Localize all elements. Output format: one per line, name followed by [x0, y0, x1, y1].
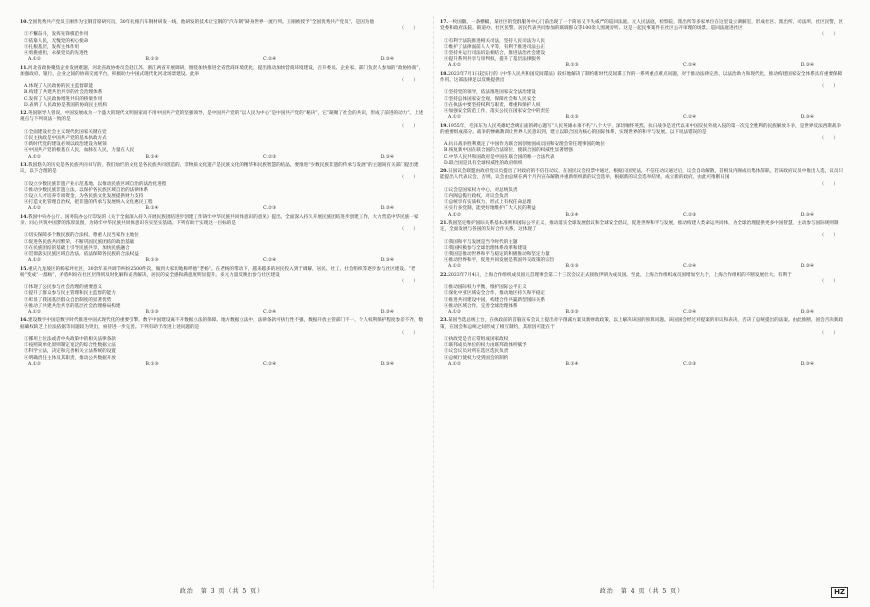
answer-bracket[interactable]: （ ）: [399, 330, 418, 336]
question-stem: [20, 66, 424, 78]
option-statement: ③彰显了我国基层群众自治制度的显著优势: [24, 297, 112, 303]
question-text: 日国议会联盟由政府党议员提出了对政府的不信任动议，在国民议会投票中通过，根据日国宪法，不信任动议通过后，议会自动解散，首相及内阁成员集体辞职。若该政府议员中推出人选，议员只能提出人代表议会，否则，议会由总统在两个月内宣布解散并重新组织新的议会选举，根据新的议会选举结果，成立新的政府。由此可推断日国: [440, 169, 844, 181]
question-22: [440, 273, 844, 316]
question-text: 我国坚定维护国际关系基本准则和国际公平正义，推动落实全球发展倡议和全球安全倡议，促进世界和平与发展，推动构建人类命运共同体，为全球治理提供更多中国智慧，主动参与国际规则制定，全面发展与各国的友好合作关系。这体现了: [440, 221, 839, 233]
answer-choices: [20, 155, 424, 161]
question-stem: [20, 215, 424, 227]
answer-choice[interactable]: A.①②: [28, 57, 42, 63]
answer-choice[interactable]: A.①②: [28, 154, 42, 160]
question-14: [20, 215, 424, 265]
answer-choices: [20, 206, 424, 212]
answer-choice[interactable]: D.③④: [800, 212, 814, 218]
option-statement: ④明确责任主体及其职责，推动公共数据开放: [24, 355, 116, 361]
question-text: 2023年7月1日起实行的《中华人民共和国反间谍法》较好地解决了制约新时代反间谍工作的一系列重点难点问题，对于推动法律完善、以法治助力和现代化，推动构建国家安全体系具有重要保障作用。这部法律足以反映提供出: [440, 71, 843, 84]
option-statement: ③设立人才培养专项资金，为各民族文化发展提供财力支持: [24, 194, 144, 200]
answer-choices: [440, 362, 844, 368]
option-statement: ②坚持总体国家安全观，保障社会和人民安全: [444, 96, 536, 102]
option-statement: ②深化中亚区域安全合作，推动地区持久和平稳定: [444, 291, 546, 297]
answer-choice[interactable]: C.②④: [683, 264, 697, 270]
option-statement: ④打造文化管理自治权，把非遗的传承与发展纳入文化惠民工程: [24, 200, 153, 206]
answer-bracket[interactable]: （ ）: [819, 233, 838, 239]
question-10: [20, 20, 424, 63]
question-number: 18.: [440, 71, 448, 77]
option-statement: ③坚持并运行司法诉讼相结合，推进法治社会建设: [444, 51, 546, 57]
answer-choice[interactable]: B.①④: [145, 206, 159, 212]
answer-choice[interactable]: A.①②: [448, 361, 462, 367]
question-number: 11.: [20, 65, 28, 71]
option-statement: ②依靠人民，无愧党的初心使命: [24, 38, 89, 44]
answer-choice[interactable]: A.①②: [28, 206, 42, 212]
question-text: 2023年7月4日，上海合作组织成员国元首理事会第二十三次会议正式接收伊朗为成员国。至此，上海合作组织成员国增加至九个，上海合作组织的不断发展壮大，有利于: [448, 272, 792, 278]
answer-choice[interactable]: B.①③: [145, 310, 159, 316]
answer-choice[interactable]: C.②④: [683, 310, 697, 316]
answer-choices: [20, 57, 424, 63]
answer-choice[interactable]: C.②④: [683, 115, 697, 121]
answer-choice[interactable]: C.②③: [683, 212, 697, 218]
answer-choices: [440, 115, 844, 121]
question-15: [20, 267, 424, 317]
option-statement: ①挪用上位法或者中央政策中的相关法律条款: [24, 337, 116, 343]
question-12: [20, 111, 424, 161]
option-statement: ④推动区域合作，完善全球治理体系: [444, 303, 518, 309]
option-statement: ②促进各民族共同繁荣，不断巩固民族团结的政治基础: [24, 239, 135, 245]
answer-choice[interactable]: D.③④: [380, 154, 394, 160]
question-number: 19.: [440, 123, 448, 129]
answer-choice[interactable]: C.②④: [263, 310, 277, 316]
answer-choice[interactable]: A.①②: [448, 115, 462, 121]
question-text: 建设数字中国是数字时代推进中国式现代化的重要引擎，数字中国建设离不开数据立法的保障。地方数据立法中，法律条款可执行性不强，数据开放主管部门不一、个人权利保护程度参差不齐，数据确权缺乏上位法依据等问题较为突出，亟待进一步完善。下列有助于改进上述问题的是: [20, 318, 424, 330]
question-text: 河北省政协聚焦企业发展难题，河北省政协委员会赴江苏、浙江两省开展调研，围绕加快推进全省营商环境优化，提出推动加快营商环境建设，召开委员、企业家、部门负责人参加的“政协协商”，加强政府、银行、企业之间的协商交流平台，积极助力中国式现代化河北场景建设。此举: [20, 65, 424, 77]
question-18: [440, 72, 844, 122]
answer-choices: [20, 310, 424, 316]
option-statement: ④推动了共建共治共享的基层社会治理格局构建: [24, 303, 121, 309]
question-text: 全国优秀共产党员王刚作为宝钢首席研究员，30年扎根汽车钢材研发一线，他研发的技术让宝钢的“汽车钢”跻身世界一流行列。王刚被授予“全国优秀共产党员”，是因为他: [28, 20, 374, 25]
answer-bracket[interactable]: （ ）: [819, 84, 838, 90]
option-statement: ①设立少数民族非遗产业示范基地，以推动民族区域自治的法治化进程: [24, 181, 167, 187]
answer-choice[interactable]: B.①③: [565, 63, 579, 69]
question-13: [20, 163, 424, 213]
answer-choice[interactable]: A.①②: [448, 310, 462, 316]
answer-choice[interactable]: B.①④: [565, 212, 579, 218]
question-text: 英国驱导人曾说，中国发展成为一个盛大的现代文明国家而不用中国共产党的坚强领导，是中国共产党的“以人民为中心”是中国共产党的“秘诀”，它“凝聚了社会的共识，形成了前进的动力”。上述观点与下列说法一致的是: [20, 111, 424, 123]
answer-choice[interactable]: A.①②: [28, 258, 42, 264]
answer-choice[interactable]: A.①②: [448, 63, 462, 69]
option-statement: ②推动少数民族非遗立法，以保护各民族区域自治的法律体系: [24, 187, 149, 193]
question-text: 1955年，毛泽东为人民英雄纪念碑正面的碑心题写“人民英雄永垂不朽”八个大字，深切缅怀英烈。抗日战争是近代以来中国反抗外敌入侵的第一次完全胜利的民族解放斗争，是世界反法西斯战争的重要组成部分。战争的惨痛教训让世界人民意识到，建立以联合国为核心的国际体系，实现世界的和平与发展。以下说法错误的是: [440, 123, 842, 135]
option-statement: ①有利于法院推进相关司法，坚持人民司法为人民: [444, 38, 546, 44]
answer-choices: [20, 258, 424, 264]
answer-choice[interactable]: B.①④: [565, 361, 579, 367]
option-statement: ①议会是国家权力中心，对总统负责: [444, 187, 518, 193]
option-statement: ①体现了公民参与社会治理的重要意义: [24, 285, 103, 291]
answer-choice[interactable]: B.①④: [145, 154, 159, 160]
question-number: 20.: [440, 169, 448, 175]
answer-choice[interactable]: D.③④: [800, 264, 814, 270]
answer-choice[interactable]: D.③④: [800, 310, 814, 316]
question-stem: [440, 124, 844, 136]
answer-bracket[interactable]: （ ）: [819, 330, 838, 336]
answer-choice[interactable]: A.①②: [448, 264, 462, 270]
answer-choice[interactable]: A.①②: [448, 212, 462, 218]
answer-choice[interactable]: D.③④: [380, 258, 394, 264]
question-number: 14.: [20, 214, 28, 220]
option-statement: ③议会议员对所在选区选民负责: [444, 349, 509, 355]
option-statement: ②内阁总揽行政权，对议会负责: [444, 194, 509, 200]
page-divider: [433, 16, 434, 588]
option-statement: ④提升系列共享与审判权，提升了基层法律服务: [444, 57, 541, 63]
question-number: 22.: [440, 272, 448, 278]
option-statement: ①坚持党的领导，依法推进国家安全法治建设: [444, 90, 536, 96]
answer-bracket[interactable]: （ ）: [819, 32, 838, 38]
option-statement: ④加强安全防范工作，落实公民在国家安全中的责任: [444, 109, 550, 115]
question-stem: [440, 169, 844, 181]
answer-bracket[interactable]: （ ）: [819, 181, 838, 187]
answer-bracket[interactable]: （ ）: [399, 279, 418, 285]
answer-choices: [440, 264, 844, 270]
option-statement: ④中国共产党的根基在人民，血脉在人民，力量在人民: [24, 148, 135, 154]
question-23: [440, 318, 844, 368]
option-statement: ②维护了法律面前人人平等，有利于推进司法公正: [444, 44, 546, 50]
page-footer-3: 政治 第 3 页（共 5 页）: [179, 588, 265, 595]
option-statement: D.联合国是具有全球权威性的政府组织: [444, 160, 523, 166]
answer-choice[interactable]: C.②③: [263, 206, 277, 212]
question-stem: [20, 20, 424, 26]
question-21: [440, 221, 844, 271]
answer-choice[interactable]: B.①③: [145, 361, 159, 367]
question-text: 我国悠久的历史是各民族共同书写的，我们灿烂的文化是各民族共同创造的。非物质文化遗产是民族文化的精华和民族智慧的结晶。要推进“少数民族非遗的传承与发展”的主题间有关部门提出建议，以下合理的是: [20, 163, 419, 175]
option-statement: ③总统享有实质权力，形式上有权任命总理: [444, 200, 532, 206]
question-number: 17.: [440, 20, 448, 25]
answer-choice[interactable]: B.①③: [565, 310, 579, 316]
answer-choices: [440, 63, 844, 69]
answer-choice[interactable]: D.③④: [800, 361, 814, 367]
option-statement: ④总统行使权力受到国会的制约: [444, 355, 509, 361]
question-stem: [440, 273, 844, 279]
question-stem: [20, 111, 424, 123]
option-statement: ④实行多党制，能更好地维护广大人民的利益: [444, 206, 536, 212]
answer-choice[interactable]: C.②④: [263, 57, 277, 63]
answer-choice[interactable]: B.①③: [145, 57, 159, 63]
question-number: 13.: [20, 163, 28, 169]
question-number: 21.: [440, 221, 448, 227]
option-statement: B.构建了共建共治共享的社会治理体系: [24, 90, 103, 96]
question-20: [440, 169, 844, 219]
answer-choice[interactable]: A.①②: [28, 361, 42, 367]
answer-choices: [440, 213, 844, 219]
option-statement: D.表明了人民政协是我国的协商民主机构: [24, 102, 108, 108]
option-statement: ③在执法中要坚持权利与职责，尊重和保护人权: [444, 102, 541, 108]
question-11: [20, 66, 424, 109]
question-text: 某国当选总统上台，在执政前的首脑宣布会议上提出赤字削减方案及新财政政策，以上解决该国的预算问题。该国国会经过对提案的审议和表决，否决了总统提出的法案。由此推断，国会否决新政策，在国会和总统之间形成了相互制约，其原因可能在于: [440, 318, 844, 330]
option-statement: ④贯彻落实民族区域自治法，依法保障各民族的合法权益: [24, 252, 139, 258]
question-stem: [440, 72, 844, 84]
option-statement: ②民主执政是中国共产党的基本执政方式: [24, 136, 107, 142]
answer-choices: [20, 362, 424, 368]
option-statement: ③我国是推动世界和平与稳定的积极推动和坚定力量: [444, 252, 550, 258]
answer-choice[interactable]: D.③④: [380, 310, 394, 316]
option-statement: ④勇挑重担，永葆党员的先进性: [24, 51, 89, 57]
option-statement: ②按照简单化原则制定宽泛的综合性数据立法: [24, 343, 116, 349]
answer-choice[interactable]: D.③④: [380, 361, 394, 367]
answer-bracket[interactable]: （ ）: [399, 175, 418, 181]
option-statement: ②提升了群众参与民主管理和民主监督的能力: [24, 291, 116, 297]
answer-choice[interactable]: C.②④: [263, 361, 277, 367]
option-statement: A.体现了人民政协的民主监督职能: [24, 84, 94, 90]
option-statement: ①执政党是否正常组成国家政权: [444, 337, 509, 343]
option-statement: ③扎根基层，发挥主体作用: [24, 44, 80, 50]
question-16: [20, 318, 424, 368]
answer-bracket[interactable]: （ ）: [819, 136, 838, 142]
answer-choice[interactable]: C.②③: [263, 154, 277, 160]
question-number: 10.: [20, 20, 28, 25]
page-footer-4: 政治 第 4 页（共 5 页）: [599, 588, 685, 595]
answer-bracket[interactable]: （ ）: [399, 227, 418, 233]
question-stem: [20, 267, 424, 279]
option-statement: ②我国积极参与全球治理体系改革和建设: [444, 245, 527, 251]
answer-choice[interactable]: D.③④: [800, 115, 814, 121]
option-statement: ③新时代党的建设必须以政治建设为统领: [24, 142, 107, 148]
option-statement: ①推动国际权力平衡，维护国际公平正义: [444, 285, 527, 291]
answer-choice[interactable]: B.①③: [145, 258, 159, 264]
question-number: 16.: [20, 318, 28, 324]
option-statement: A.抗日战争胜利奠定了中国作为联合国创始国成员国和安理会常任理事国的地位: [444, 142, 605, 148]
option-statement: ②联邦成员单位的权力由联邦政体所赋予: [444, 343, 527, 349]
option-statement: ①我国和平与发展是当今时代的主题: [444, 239, 518, 245]
option-statement: C.中华人民共和国政府是中国在联合国的唯一合法代表: [444, 154, 555, 160]
option-statement: ①切实保障多个数民族的合法权，尊重人民当家作主地位: [24, 233, 139, 239]
paper-code-badge: HZ: [831, 587, 848, 598]
option-statement: ①全面建设社会主义现代化国家关键在党: [24, 129, 107, 135]
option-statement: C.发挥了人民政协增进共识的桥梁作用: [24, 96, 103, 102]
answer-bracket[interactable]: （ ）: [819, 279, 838, 285]
option-statement: ③推进共同建设中国，构建合作共赢新型国际关系: [444, 297, 546, 303]
option-statement: B.恢复新中国在联合国的合法席位，使联合国的权威性显著增强: [444, 148, 573, 154]
question-stem: [440, 20, 844, 32]
answer-choice[interactable]: D.③④: [800, 63, 814, 69]
question-number: 23.: [440, 318, 448, 324]
answer-choice[interactable]: D.③④: [380, 206, 394, 212]
question-text: 我国中央办公厅、国务院办公厅印发的《关于全面深入持久开展民族团结进步创建工作铸牢中华民族共同体意识的意见》提出，全面深入持久开展民族团结进步创建工作，大力营造中华民族一家亲、同心共筑中国梦的浓厚氛围，为铸牢中华民族共同体意识夯实坚实基础。下列有助于实现这一目标的是: [20, 214, 419, 227]
answer-choice[interactable]: C.②④: [683, 63, 697, 69]
answer-choice[interactable]: A.①②: [28, 310, 42, 316]
option-statement: ③科学立法，决定和完善相关立法系统的设置: [24, 349, 116, 355]
answer-choice[interactable]: B.①③: [565, 264, 579, 270]
question-stem: [440, 221, 844, 233]
option-statement: ④推动世界和平，促进共同发展是我国外交政策的宗旨: [444, 258, 555, 264]
question-number: 15.: [20, 266, 28, 272]
page-3: [20, 20, 424, 580]
option-statement: ③在民族团结的基础上引导民族共享，加快民族融合: [24, 245, 130, 251]
question-text: 一枚国徽，一条横幅，某社区的党群服务中心门前出现了一个简易又不失威严的巡回法庭。元人民法庭，检察院、派出所等多家单位在这里设立调解室，形成社区、派出所、司法所、社区民警，区党委和政府法院、街道办、社区民警、居民代表共同参加的联调群众等100余人围观旁听。这是一起民事案件在社区公开审理的场景。巡回法庭进社区: [440, 20, 844, 32]
answer-choice[interactable]: C.②③: [683, 361, 697, 367]
answer-bracket[interactable]: （ ）: [399, 123, 418, 129]
question-stem: [440, 318, 844, 330]
answer-choice[interactable]: C.②④: [263, 258, 277, 264]
answer-choice[interactable]: D.③④: [380, 57, 394, 63]
option-statement: ①不懈奋斗，发挥先锋模范作用: [24, 32, 89, 38]
answer-bracket[interactable]: （ ）: [399, 26, 418, 32]
question-stem: [20, 318, 424, 330]
answer-choices: [440, 310, 844, 316]
page-4: [440, 20, 844, 580]
question-17: [440, 20, 844, 70]
question-number: 12.: [20, 111, 28, 117]
question-19: [440, 124, 844, 167]
question-text: 重庆九龙坡区的杨家坪社区，30余年来共调节纠纷2500件次，做到大家切地称呼他“老杨”。在老杨的带动下，越来越多的居民投入到于调解，居民、社工、社会组织等逐步参与社区建设。“老杨”变成“一群杨”，矛盾纠纷在社区层得到及时化解和妥善解决，居民的安全感和满意度明显提升。多元力量反映出参与社区建设: [20, 266, 416, 278]
answer-bracket[interactable]: （ ）: [399, 78, 418, 84]
answer-choice[interactable]: B.①③: [565, 115, 579, 121]
question-stem: [20, 163, 424, 175]
